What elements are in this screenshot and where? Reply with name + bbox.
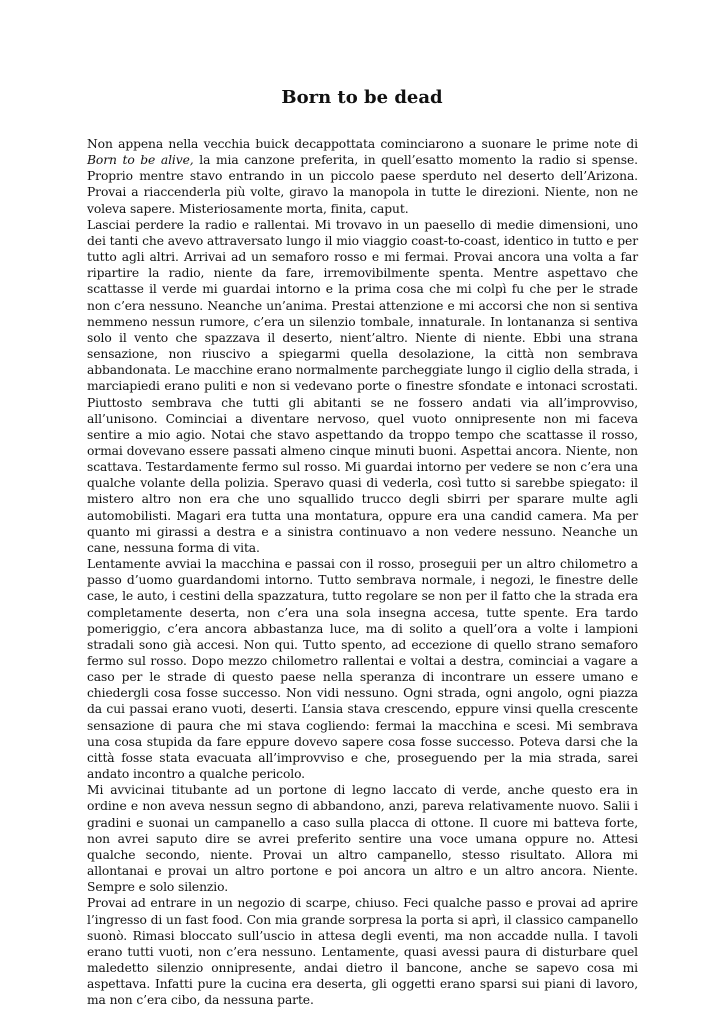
document-title: Born to be dead [281, 87, 443, 108]
paragraph-1-post: la mia canzone preferita, in quell’esatto momento la radio si spense. Proprio mentre stavo entrando in un piccolo paese sperduto nel deserto dell’Arizona. Provai a riaccenderla più volte, giravo la manopola in tutte le direzioni. Niente, non ne voleva sapere. Misteriosamente morta, finita, caput. [87, 153, 638, 216]
paragraph-3: Lentamente avviai la macchina e passai con il rosso, proseguii per un altro chilometro a passo d’uomo guardandomi intorno. Tutto sembrava normale, i negozi, le finestre delle case, le auto, i cestini della spazzatura, tutto regolare se non per il fatto che la strada era completamente deserta, non c’era una sola insegna accesa, tutte spente. Era tardo pomeriggio, c’era ancora abbastanza luce, ma di solito a quell’ora a volte i lampioni stradali sono già accesi. Non qui. Tutto spento, ad eccezione di quello strano semaforo fermo sul rosso. Dopo mezzo chilometro rallentai e voltai a destra, cominciai a vagare a caso per le strade di questo paese nella speranza di incontrare un essere umano e chiedergli cosa fosse successo. Non vidi nessuno. Ogni strada, ogni angolo, ogni piazza da cui passai erano vuoti, deserti. L’ansia stava crescendo, eppure vinsi quella crescente sensazione di paura che mi stava cogliendo: fermai la macchina e scesi. Mi sembrava una cosa stupida da fare eppure dovevo sapere cosa fosse successo. Poteva darsi che la città fosse stata evacuata all’improvviso e che, proseguendo per la mia strada, sarei andato incontro a qualche pericolo. [87, 557, 638, 782]
paragraph-1 [87, 136, 638, 217]
paragraph-2: Lasciai perdere la radio e rallentai. Mi trovavo in un paesello di medie dimensioni, uno dei tanti che avevo attraversato lungo il mio viaggio coast-to-coast, identico in tutto e per tutto agli altri. Arrivai ad un semaforo rosso e mi fermai. Provai ancora una volta a far ripartire la radio, niente da fare, irremovibilmente spenta. Mentre aspettavo che scattasse il verde mi guardai intorno e la prima cosa che mi colpì fu che per le strade non c’era nessuno. Neanche un’anima. Prestai attenzione e mi accorsi che non si sentiva nemmeno nessun rumore, c’era un silenzio tombale, innaturale. In lontananza si sentiva solo il vento che spazzava il deserto, nient’altro. Niente di niente. Ebbi una strana sensazione, non riuscivo a spiegarmi quella desolazione, la città non sembrava abbandonata. Le macchine erano normalmente parcheggiate lungo il ciglio della strada, i marciapiedi erano puliti e non si vedevano porte o finestre sfondate e intonaci scrostati. Piuttosto sembrava che tutti gli abitanti se ne fossero andati via all’improvviso, all’unisono. Cominciai a diventare nervoso, quel vuoto onnipresente non mi faceva sentire a mio agio. Notai che stavo aspettando da troppo tempo che scattasse il rosso, ormai dovevano essere passati almeno cinque minuti buoni. Aspettai ancora. Niente, non scattava. Testardamente fermo sul rosso. Mi guardai intorno per vedere se non c’era una qualche volante della polizia. Speravo quasi di vederla, così tutto si sarebbe spiegato: il mistero altro non era che uno squallido trucco degli sbirri per sparare multe agli automobilisti. Magari era tutta una montatura, oppure era una candid camera. Ma per quanto mi girassi a destra e a sinistra continuavo a non vedere nessuno. Neanche un cane, nessuna forma di vita. [87, 217, 638, 555]
paragraph-5: Provai ad entrare in un negozio di scarpe, chiuso. Feci qualche passo e provai ad aprire l’ingresso di un fast food. Con mia grande sorpresa la porta si aprì, il classico campanello suonò. Rimasi bloccato sull’uscio in attesa degli eventi, ma non accadde nulla. I tavoli erano tutti vuoti, non c’era nessuno. Lentamente, quasi avessi paura di disturbare quel maledetto silenzio onnipresente, andai dietro il bancone, anche se sapevo cosa mi aspettava. Infatti pure la cucina era deserta, gli oggetti erano sparsi sui piani di lavoro, ma non c’era cibo, da nessuna parte. [87, 896, 638, 1008]
paragraph-4: Mi avvicinai titubante ad un portone di legno laccato di verde, anche questo era in ordine e non aveva nessun segno di abbandono, anzi, pareva relativamente nuovo. Salii i gradini e suonai un campanello a caso sulla placca di ottone. Il cuore mi batteva forte, non avrei saputo dire se avrei preferito sentire una voce umana oppure no. Attesi qualche secondo, niente. Provai un altro campanello, stesso risultato. Allora mi allontanai e provai un altro portone e poi ancora un altro e un altro ancora. Niente. Sempre e solo silenzio. [87, 783, 638, 895]
document-body [87, 136, 638, 1008]
paragraph-1-pre: Non appena nella vecchia buick decappottata cominciarono a suonare le prime note di [87, 137, 638, 151]
song-title: Born to be alive, [87, 153, 194, 168]
